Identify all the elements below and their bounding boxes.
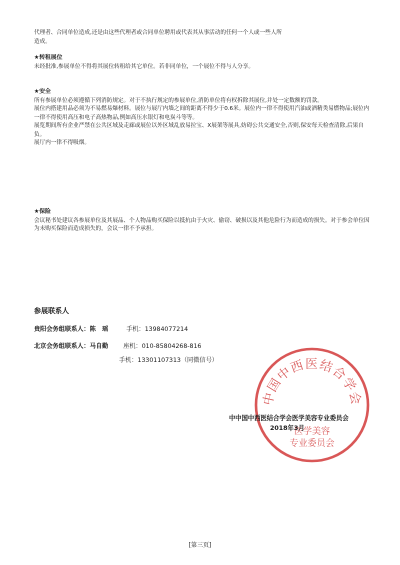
contact-guiyang	[34, 325, 188, 334]
seal-arc-text: 中国中西医结合学会	[259, 356, 365, 407]
contact-beijing-label: 北京会务组联系人：马自勤	[34, 343, 109, 350]
section-safety	[34, 88, 370, 148]
footer-date: 2018年3月	[270, 425, 305, 432]
intro-line-1: 代理者、合同单位造成,还是由这些代理者或合同单位聘用或代表其从事活动的任何一个人或一些人所	[34, 30, 282, 36]
safety-paragraph-3: 展览期间所有企业严禁在公共区域及走廊或展位以外区域乱放易拉宝、X展架等展具,妨碍公共交通安全,否则,保安每天检查清除,后果自负。	[34, 123, 364, 138]
safety-paragraph-4: 展厅内一律不得吸烟。	[34, 140, 90, 146]
seal-line-2: 专业委员会	[289, 439, 335, 449]
section-heading-transfer: ★转租展位	[34, 55, 63, 61]
safety-paragraph-1: 所有参展单位必须遵循下列消防规定。对于不执行规定的参展单位,消防单位将有权拆除其展位,并处一定数额的罚款。	[34, 97, 323, 104]
contact-beijing-landline: 座机：010-85804268-816	[123, 343, 202, 350]
intro-line-2: 造成。	[34, 38, 51, 45]
contact-beijing	[34, 342, 201, 351]
section-insurance	[34, 208, 370, 234]
seal-line-1: 医学美容	[293, 427, 331, 437]
transfer-text: 未经批准,参展单位不得将其展位转租给其它单位。若非同单位，一个展位不得与人分享。	[34, 63, 254, 70]
page-number: [第三页]	[188, 542, 212, 549]
intro-block	[34, 29, 370, 46]
contacts-title: 参展联系人	[34, 307, 69, 315]
safety-paragraph-2: 展位内搭建用品必须为不易燃易爆材料。展位与展厅内墙之间的距离不得少于0.6米。展位内一律不得使用汽油或酒精类易燃物品;展位内一律不得使用高压和电子高热物品,例如高压水银灯和电炭斗等等。	[34, 106, 370, 121]
section-heading-insurance: ★保险	[34, 209, 51, 215]
contact-guiyang-label: 贵阳会务组联系人：陈 瑶	[34, 326, 109, 333]
insurance-paragraph: 会议秘书处建议各参展单位及其展品、个人物品购买保险以抵抗由于火灾、偷窃、破损以及其他危险行为而造成的损失。对于参会单位因为未购买保险而造成损失的，会议一律不予承担。	[34, 217, 370, 232]
section-heading-safety: ★安全	[34, 89, 51, 95]
contact-beijing-mobile: 手机：13301107313（同微信号）	[119, 357, 218, 364]
official-seal	[253, 346, 371, 464]
section-transfer	[34, 54, 370, 71]
contact-guiyang-phone: 手机：13984077214	[126, 326, 189, 333]
footer-organization: 中中国中西医结合学会医学美容专业委员会	[229, 415, 349, 422]
